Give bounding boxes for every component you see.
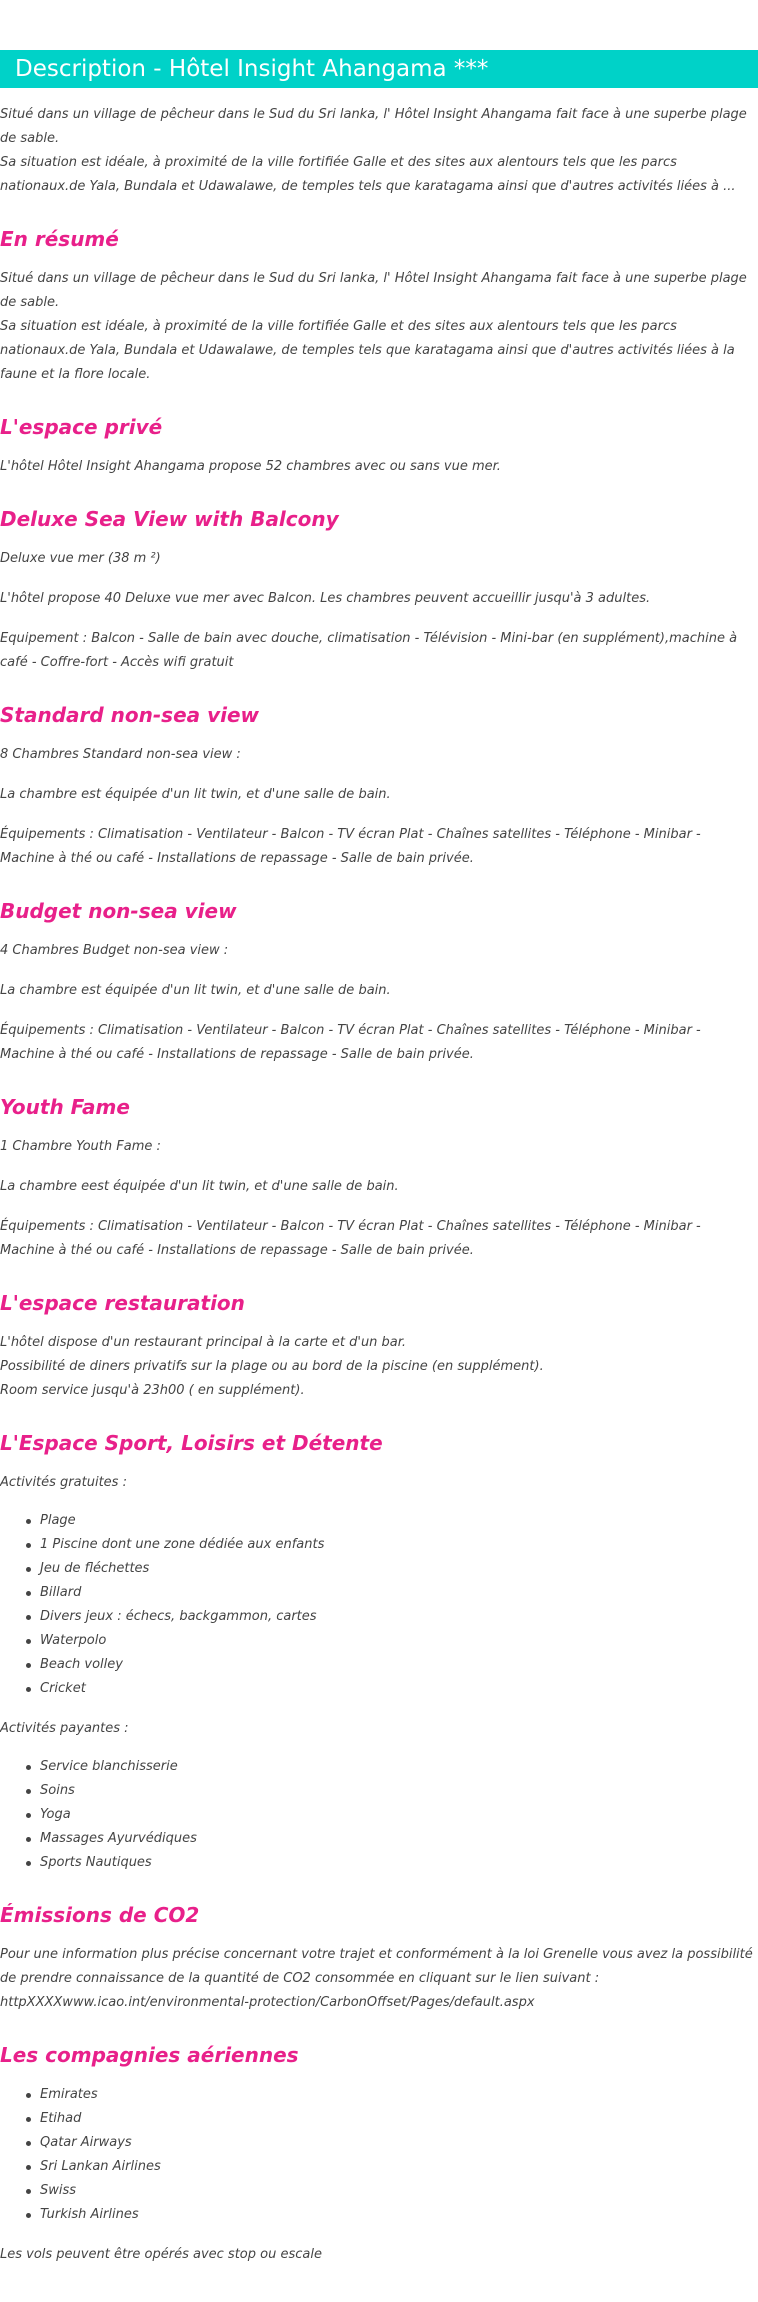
bullet-icon — [26, 1789, 31, 1794]
room-count: 8 Chambres Standard non-sea view : — [0, 747, 241, 762]
description-banner — [0, 50, 758, 88]
list-item-text: Sports Nautiques — [40, 1855, 152, 1870]
bullet-icon — [26, 1543, 31, 1548]
page-title: Description - Hôtel Insight Ahangama *** — [15, 56, 489, 82]
bullet-icon — [26, 1765, 31, 1770]
room-equipment: Équipements : Climatisation - Ventilateur - Balcon - TV écran Plat - Chaînes satellites - Téléphone - Minibar - Machine à thé ou café - Installations de repassage - Salle de bain privée. — [0, 827, 701, 866]
list-item-text: Soins — [40, 1783, 75, 1798]
section-title: Émissions de CO2 — [0, 1903, 200, 1927]
room-count: 1 Chambre Youth Fame : — [0, 1139, 161, 1154]
list-item — [40, 1827, 758, 1851]
room-description: L'hôtel propose 40 Deluxe vue mer avec Balcon. Les chambres peuvent accueillir jusqu'à 3 adultes. — [0, 591, 651, 606]
room-count: 4 Chambres Budget non-sea view : — [0, 943, 229, 958]
intro-line: Sa situation est idéale, à proximité de la ville fortifiée Galle et des sites aux alentours tels que les parcs nationaux.de Yala, Bundala et Udawalawe, de temples tels que karatagama ainsi que d'autres activités liées à ... — [0, 155, 736, 194]
room-equipment: Équipements : Climatisation - Ventilateur - Balcon - TV écran Plat - Chaînes satellites - Téléphone - Minibar - Machine à thé ou café - Installations de repassage - Salle de bain privée. — [0, 1023, 701, 1062]
free-activities-label: Activités gratuites : — [0, 1475, 127, 1490]
main-content — [0, 103, 758, 2293]
list-item-text: Turkish Airlines — [40, 2207, 139, 2222]
section-espace-prive — [0, 413, 758, 479]
list-item — [40, 1851, 758, 1875]
airlines-list — [0, 2083, 758, 2227]
section-resume — [0, 225, 758, 387]
section-youth-fame — [0, 1093, 758, 1263]
list-item-text: Qatar Airways — [40, 2135, 132, 2150]
section-title: Les compagnies aériennes — [0, 2043, 299, 2067]
section-title: En résumé — [0, 227, 119, 251]
bullet-icon — [26, 1519, 31, 1524]
list-item — [40, 1605, 758, 1629]
section-title: Standard non-sea view — [0, 703, 260, 727]
section-title: L'Espace Sport, Loisirs et Détente — [0, 1431, 383, 1455]
list-item-text: 1 Piscine dont une zone dédiée aux enfants — [40, 1537, 325, 1552]
list-item-text: Billard — [40, 1585, 82, 1600]
bullet-icon — [26, 2213, 31, 2218]
list-item-text: Swiss — [40, 2183, 77, 2198]
list-item-text: Massages Ayurvédiques — [40, 1831, 197, 1846]
co2-link[interactable]: httpXXXXwww.icao.int/environmental-protection/CarbonOffset/Pages/default.aspx — [0, 1995, 535, 2010]
bullet-icon — [26, 1639, 31, 1644]
list-item — [40, 2107, 758, 2131]
bullet-icon — [26, 1861, 31, 1866]
room-description: La chambre eest équipée d'un lit twin, et d'une salle de bain. — [0, 1179, 399, 1194]
bullet-icon — [26, 1591, 31, 1596]
section-title: L'espace privé — [0, 415, 163, 439]
section-airlines — [0, 2041, 758, 2267]
bullet-icon — [26, 2189, 31, 2194]
room-equipment: Equipement : Balcon - Salle de bain avec douche, climatisation - Télévision - Mini-bar (en supplément),machine à café - Coffre-fort - Accès wifi gratuit — [0, 631, 738, 670]
list-item — [40, 1629, 758, 1653]
section-restauration — [0, 1289, 758, 1403]
paid-activities-label: Activités payantes : — [0, 1721, 129, 1736]
bullet-icon — [26, 2165, 31, 2170]
bullet-icon — [26, 1663, 31, 1668]
list-item-text: Yoga — [40, 1807, 71, 1822]
list-item — [40, 2179, 758, 2203]
bullet-icon — [26, 2141, 31, 2146]
list-item — [40, 2203, 758, 2227]
list-item — [40, 1779, 758, 1803]
bullet-icon — [26, 1567, 31, 1572]
list-item-text: Service blanchisserie — [40, 1759, 178, 1774]
section-co2 — [0, 1901, 758, 2015]
list-item-text: Emirates — [40, 2087, 98, 2102]
list-item — [40, 1677, 758, 1701]
section-text: L'hôtel Hôtel Insight Ahangama propose 52 chambres avec ou sans vue mer. — [0, 459, 501, 474]
bullet-icon — [26, 1837, 31, 1842]
section-text: Possibilité de diners privatifs sur la plage ou au bord de la piscine (en supplément). — [0, 1359, 544, 1374]
list-item — [40, 1653, 758, 1677]
section-text: Situé dans un village de pêcheur dans le Sud du Sri lanka, l' Hôtel Insight Ahangama fait face à une superbe plage de sable. — [0, 271, 747, 310]
room-description: La chambre est équipée d'un lit twin, et d'une salle de bain. — [0, 787, 391, 802]
section-title: Youth Fame — [0, 1095, 130, 1119]
section-title: L'espace restauration — [0, 1291, 245, 1315]
section-budget — [0, 897, 758, 1067]
section-text: L'hôtel dispose d'un restaurant principal à la carte et d'un bar. — [0, 1335, 407, 1350]
bullet-icon — [26, 1615, 31, 1620]
bullet-icon — [26, 1813, 31, 1818]
list-item — [40, 2083, 758, 2107]
bullet-icon — [26, 1687, 31, 1692]
list-item — [40, 2131, 758, 2155]
list-item-text: Jeu de fléchettes — [40, 1561, 150, 1576]
section-text: Room service jusqu'à 23h00 ( en supplément). — [0, 1383, 305, 1398]
section-standard — [0, 701, 758, 871]
list-item — [40, 1509, 758, 1533]
list-item — [40, 1557, 758, 1581]
section-title: Budget non-sea view — [0, 899, 237, 923]
section-text: Sa situation est idéale, à proximité de la ville fortifiée Galle et des sites aux alentours tels que les parcs nationaux.de Yala, Bundala et Udawalawe, de temples tels que karatagama ainsi que d'autres activités liées à la faune et la flore locale. — [0, 319, 735, 382]
list-item-text: Beach volley — [40, 1657, 123, 1672]
intro-line: Situé dans un village de pêcheur dans le Sud du Sri lanka, l' Hôtel Insight Ahangama fait face à une superbe plage de sable. — [0, 107, 747, 146]
airlines-note: Les vols peuvent être opérés avec stop ou escale — [0, 2247, 322, 2262]
bullet-icon — [26, 2117, 31, 2122]
list-item — [40, 2155, 758, 2179]
section-text: Pour une information plus précise concernant votre trajet et conformément à la loi Grenelle vous avez la possibilité de prendre connaissance de la quantité de CO2 consommée en cliquant sur le lien suivant : — [0, 1947, 753, 1986]
list-item — [40, 1581, 758, 1605]
list-item — [40, 1803, 758, 1827]
section-sport-loisirs — [0, 1429, 758, 1875]
list-item-text: Etihad — [40, 2111, 82, 2126]
paid-activities-list — [0, 1755, 758, 1875]
intro-block — [0, 103, 758, 199]
room-equipment: Équipements : Climatisation - Ventilateur - Balcon - TV écran Plat - Chaînes satellites - Téléphone - Minibar - Machine à thé ou café - Installations de repassage - Salle de bain privée. — [0, 1219, 701, 1258]
section-deluxe — [0, 505, 758, 675]
list-item-text: Divers jeux : échecs, backgammon, cartes — [40, 1609, 317, 1624]
section-title: Deluxe Sea View with Balcony — [0, 507, 339, 531]
list-item-text: Sri Lankan Airlines — [40, 2159, 161, 2174]
list-item-text: Plage — [40, 1513, 76, 1528]
bullet-icon — [26, 2093, 31, 2098]
list-item-text: Waterpolo — [40, 1633, 107, 1648]
list-item — [40, 1533, 758, 1557]
list-item-text: Cricket — [40, 1681, 86, 1696]
room-description: La chambre est équipée d'un lit twin, et d'une salle de bain. — [0, 983, 391, 998]
room-size: Deluxe vue mer (38 m ²) — [0, 551, 161, 566]
list-item — [40, 1755, 758, 1779]
free-activities-list — [0, 1509, 758, 1701]
